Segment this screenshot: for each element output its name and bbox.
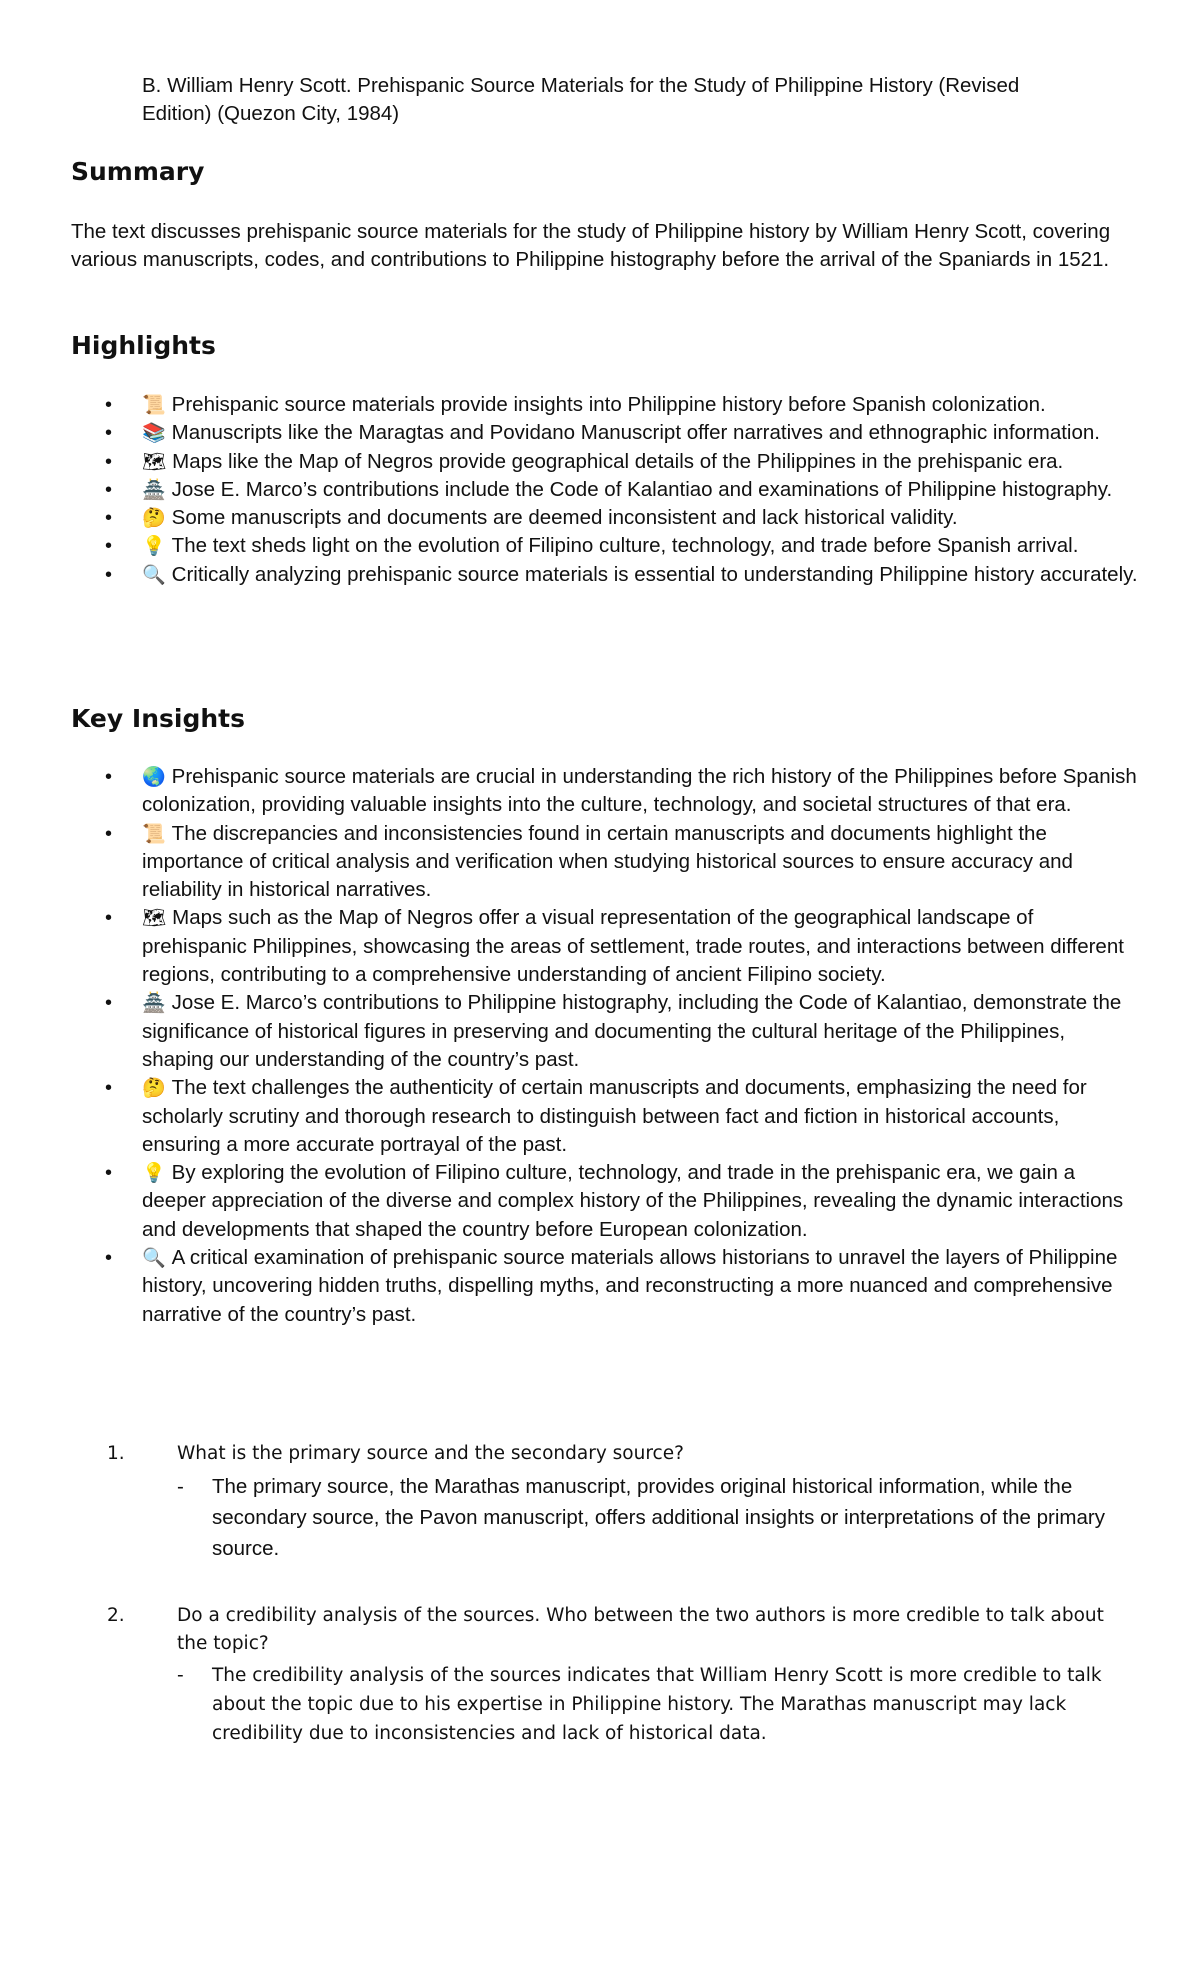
highlight-text: Manuscripts like the Maragtas and Povidano Manuscript offer narratives and ethnographic information. — [171, 421, 1100, 445]
map-icon: 🗺 — [142, 907, 167, 930]
highlight-text: Maps like the Map of Negros provide geographical details of the Philippines in the prehispanic era. — [172, 449, 1064, 473]
highlights-list — [0, 391, 1160, 589]
list-item — [0, 504, 1142, 532]
highlight-text: The text sheds light on the evolution of Filipino culture, technology, and trade before Spanish arrival. — [171, 534, 1079, 558]
bullet: • — [105, 1077, 113, 1100]
list-item — [0, 763, 1142, 820]
list-item — [0, 476, 1142, 504]
insight-text: The text challenges the authenticity of certain manuscripts and documents, emphasizing the need for scholarly scrutiny and thorough research to distinguish between fact and fiction in historical accounts, ensuring a more accurate portrayal of the past. — [142, 1076, 1087, 1156]
magnifier-icon: 🔍 — [142, 1247, 166, 1270]
bullet: • — [105, 535, 113, 558]
list-item — [0, 391, 1142, 419]
bullet: • — [105, 507, 113, 530]
highlight-text: Critically analyzing prehispanic source materials is essential to understanding Philippine history accurately. — [171, 562, 1138, 586]
castle-icon: 🏯 — [142, 992, 166, 1015]
question-number: 1. — [107, 1443, 125, 1464]
question-number: 2. — [107, 1605, 125, 1626]
question-item — [0, 1440, 1137, 1564]
castle-icon: 🏯 — [142, 478, 166, 501]
insight-text: Prehispanic source materials are crucial in understanding the rich history of the Philippines before Spanish colonization, providing valuable insights into the culture, technology, and societal structures of that era. — [142, 765, 1137, 817]
dash: - — [177, 1475, 184, 1498]
highlights-heading: Highlights — [71, 331, 216, 360]
globe-icon: 🌏 — [142, 766, 166, 788]
bullet: • — [105, 992, 113, 1015]
bullet: • — [105, 422, 113, 445]
bullet: • — [105, 907, 113, 930]
answer — [177, 1661, 1137, 1748]
thinking-face-icon: 🤔 — [142, 507, 166, 530]
bullet: • — [105, 394, 113, 416]
question-text: What is the primary source and the secondary source? — [177, 1443, 684, 1464]
scroll-icon: 📜 — [142, 822, 166, 845]
list-item — [0, 1244, 1142, 1329]
list-item — [0, 419, 1142, 447]
list-item — [0, 989, 1142, 1074]
list-item — [0, 1074, 1142, 1159]
scroll-icon: 📜 — [142, 394, 166, 416]
list-item — [0, 448, 1142, 476]
summary-heading: Summary — [71, 157, 205, 186]
insight-text: Maps such as the Map of Negros offer a visual representation of the geographical landscape of prehispanic Philippines, showcasing the areas of settlement, trade routes, and interactions between different regions, contributing to a comprehensive understanding of ancient Filipino society. — [142, 906, 1124, 987]
list-item — [0, 904, 1142, 989]
highlight-text: Prehispanic source materials provide insights into Philippine history before Spanish colonization. — [171, 393, 1046, 416]
light-bulb-icon: 💡 — [142, 1162, 166, 1185]
thinking-face-icon: 🤔 — [142, 1077, 166, 1100]
citation: B. William Henry Scott. Prehispanic Source Materials for the Study of Philippine History (Revised Edition) (Quezon City, 1984) — [142, 74, 1020, 125]
insight-text: A critical examination of prehispanic source materials allows historians to unravel the layers of Philippine history, uncovering hidden truths, dispelling myths, and reconstructing a more nuanced and comprehensive narrative of the country’s past. — [142, 1246, 1118, 1326]
questions-list — [0, 1440, 1160, 1748]
bullet: • — [105, 1162, 113, 1185]
answer — [177, 1471, 1137, 1564]
highlight-text: Jose E. Marco’s contributions include the Code of Kalantiao and examinations of Philippine histography. — [171, 477, 1113, 501]
insight-text: By exploring the evolution of Filipino culture, technology, and trade in the prehispanic era, we gain a deeper appreciation of the diverse and complex history of the Philippines, revealing the dynamic interactions and developments that shaped the country before European colonization. — [142, 1161, 1124, 1241]
bullet: • — [105, 563, 113, 586]
bullet: • — [105, 1247, 113, 1270]
bullet: • — [105, 822, 113, 845]
key-insights-heading: Key Insights — [71, 704, 245, 733]
bullet: • — [105, 478, 113, 501]
bullet: • — [105, 450, 113, 473]
question-item — [0, 1602, 1137, 1748]
key-insights-list — [0, 763, 1160, 1329]
insight-text: Jose E. Marco’s contributions to Philippine histography, including the Code of Kalantiao, demonstrate the significance of historical figures in preserving and documenting the cultural heritage of the Philippines, shaping our understanding of the country’s past. — [142, 991, 1122, 1071]
question-text: Do a credibility analysis of the sources. Who between the two authors is more credible to talk about the topic? — [177, 1605, 1104, 1654]
answer-text: The credibility analysis of the sources indicates that William Henry Scott is more credible to talk about the topic due to his expertise in Philippine history. The Marathas manuscript may lack credibility due to inconsistencies and lack of historical data. — [212, 1665, 1102, 1744]
list-item — [0, 561, 1142, 589]
list-item — [0, 820, 1142, 905]
highlight-text: Some manuscripts and documents are deemed inconsistent and lack historical validity. — [171, 506, 958, 530]
summary-text: The text discusses prehispanic source materials for the study of Philippine history by William Henry Scott, covering various manuscripts, codes, and contributions to Philippine histography before the arrival of the Spaniards in 1521. — [71, 220, 1111, 271]
books-icon: 📚 — [142, 422, 166, 445]
answer-text: The primary source, the Marathas manuscript, provides original historical information, while the secondary source, the Pavon manuscript, offers additional insights or interpretations of the primary source. — [212, 1475, 1105, 1560]
dash: - — [177, 1665, 184, 1686]
bullet: • — [105, 766, 113, 788]
list-item — [0, 1159, 1142, 1244]
magnifier-icon: 🔍 — [142, 563, 166, 586]
list-item — [0, 532, 1142, 560]
insight-text: The discrepancies and inconsistencies found in certain manuscripts and documents highlight the importance of critical analysis and verification when studying historical sources to ensure accuracy and reliability in historical narratives. — [142, 821, 1073, 902]
map-icon: 🗺 — [142, 450, 167, 473]
light-bulb-icon: 💡 — [142, 535, 166, 558]
